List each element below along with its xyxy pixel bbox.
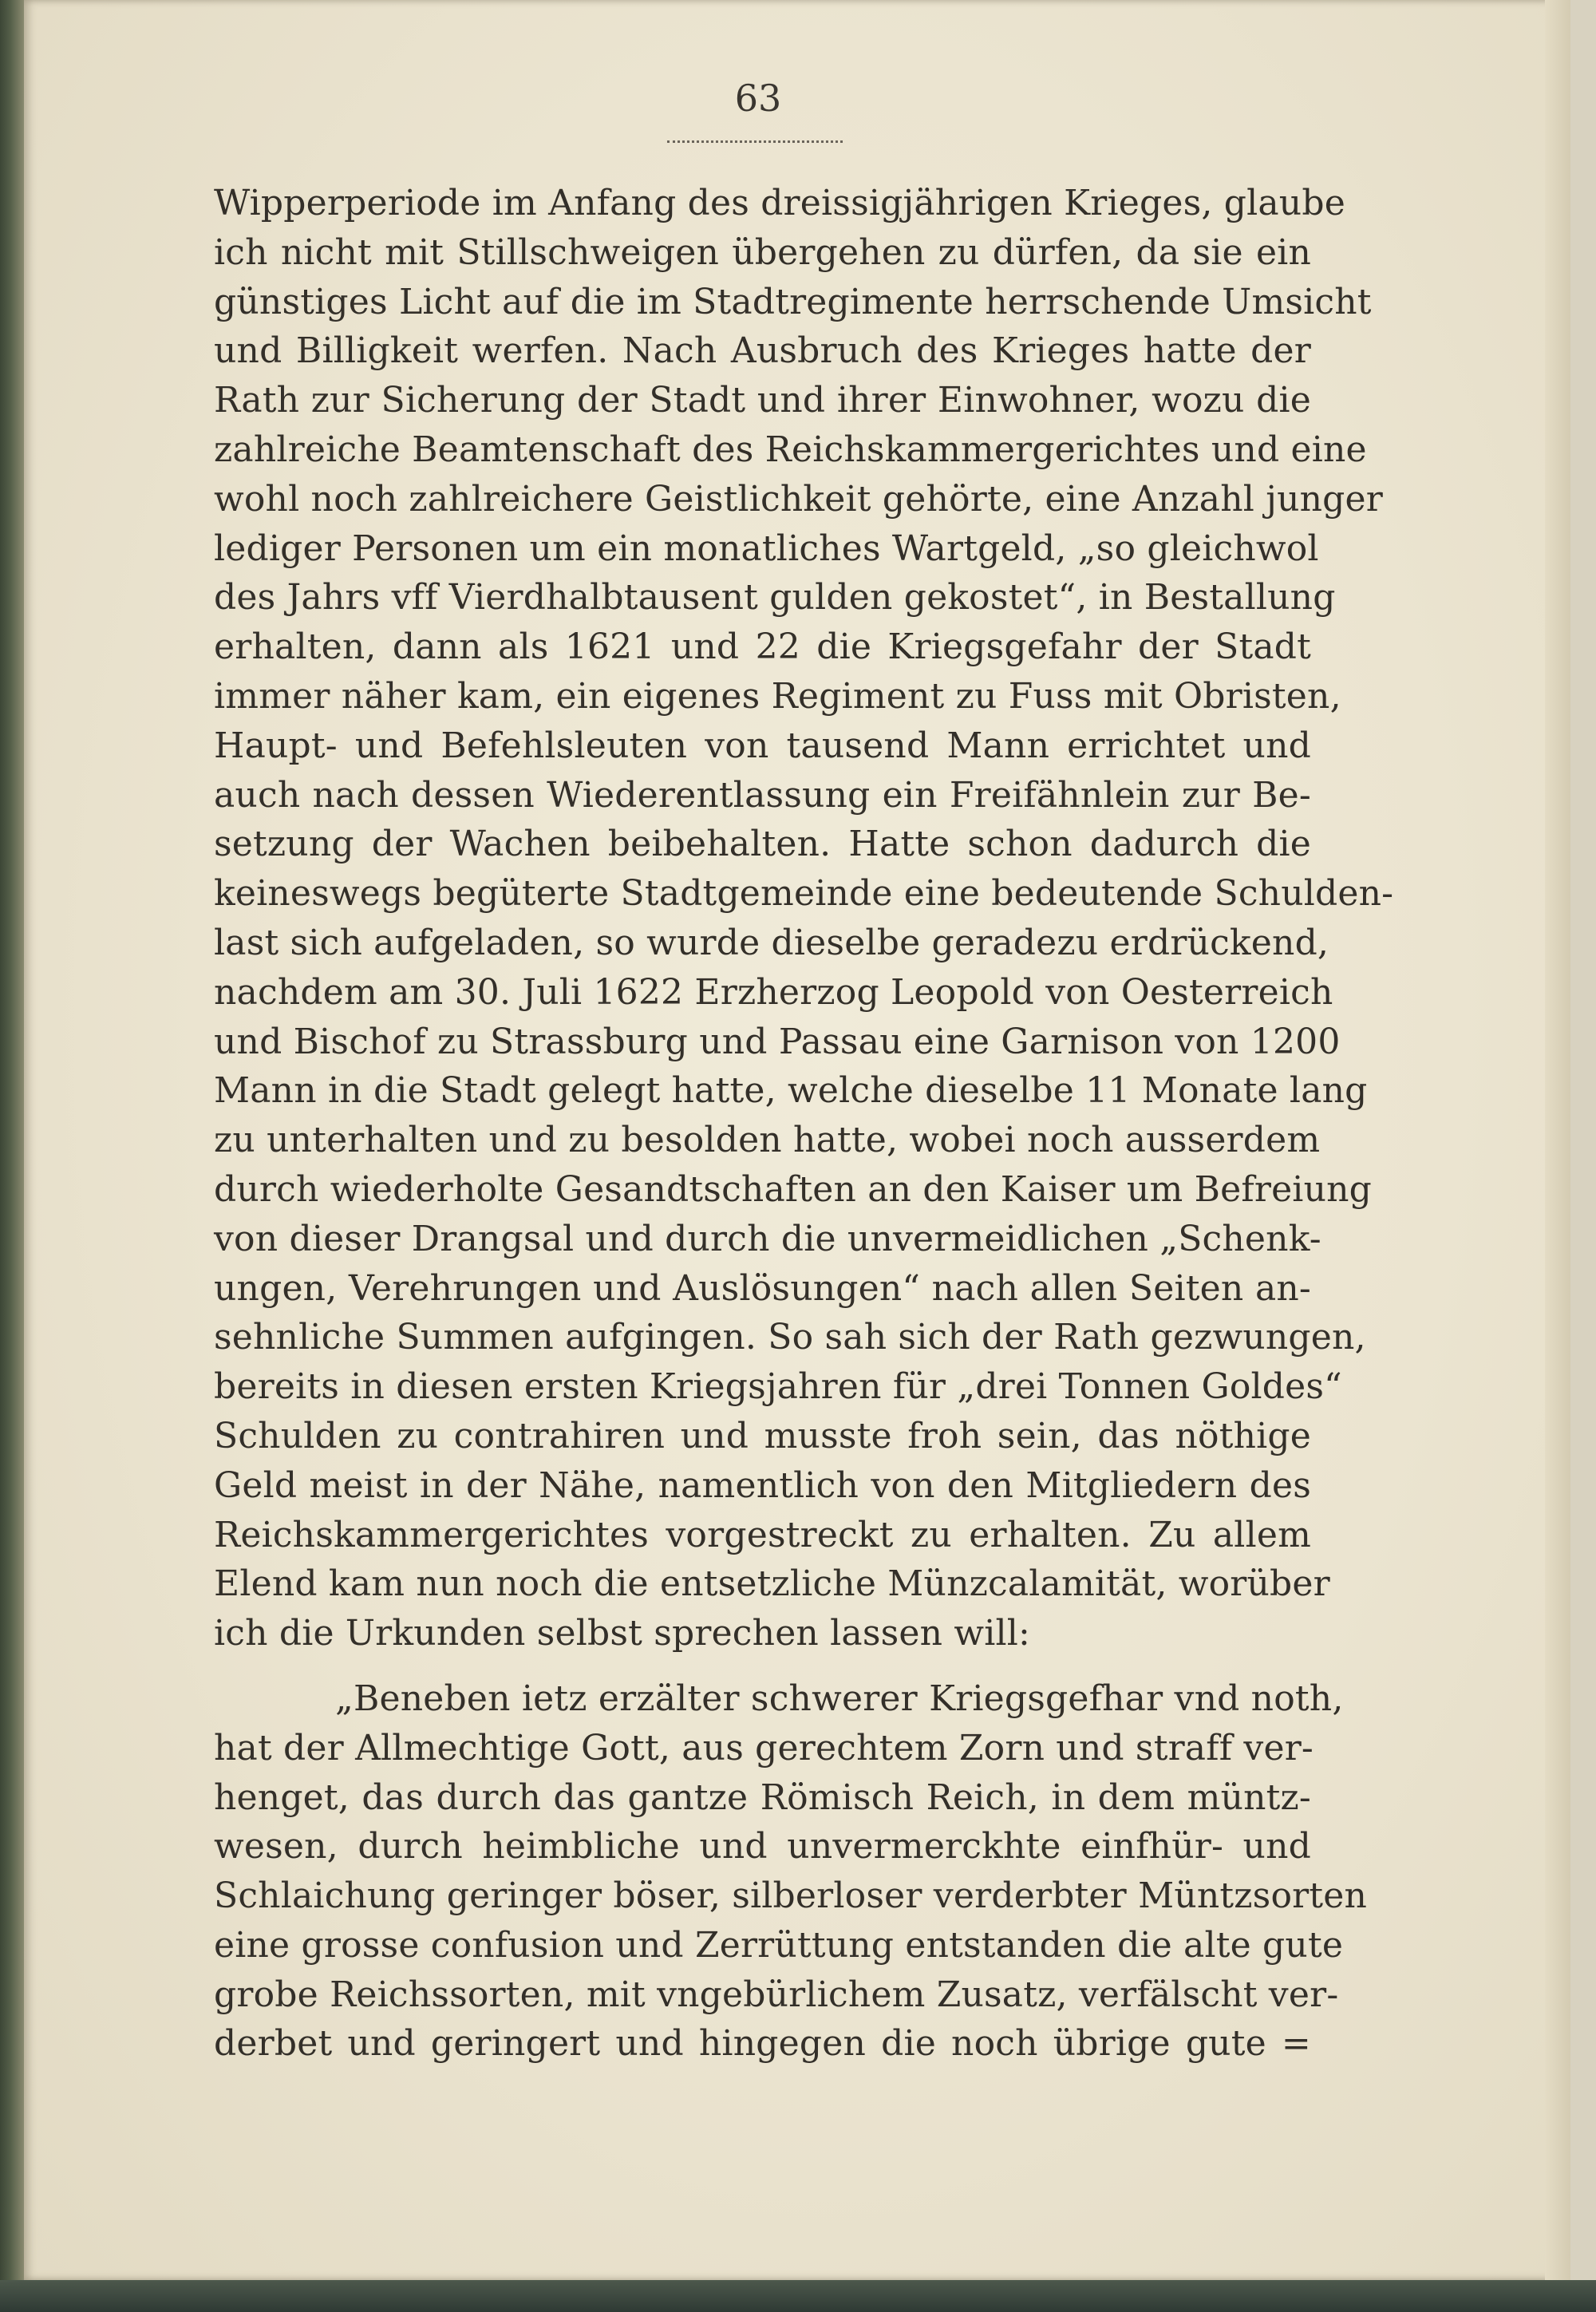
text-line: wesen, durch heimbliche und unvermerckhte einfhür- und [214,1826,1311,1867]
text-line: ich die Urkunden selbst sprechen lassen will: [214,1613,1031,1654]
text-line: ich nicht mit Stillschweigen übergehen zu dürfen, da sie ein [214,231,1311,273]
page-number: 63 [734,77,782,120]
paragraph [214,179,1394,1658]
text-line: Schulden zu contrahiren und musste froh sein, das nöthige [214,1415,1311,1456]
paragraph [214,1674,1368,2069]
text-line: zahlreiche Beamtenschaft des Reichskammergerichtes und eine [214,429,1367,470]
text-line: günstiges Licht auf die im Stadtregimente herrschende Umsicht [214,281,1372,322]
text-line: Haupt- und Befehlsleuten von tausend Mann errichtet und [214,725,1311,766]
text-line: durch wiederholte Gesandtschaften an den Kaiser um Befreiung [214,1168,1373,1210]
paragraph-gap [214,1658,1311,1674]
text-line: von dieser Drangsal und durch die unvermeidlichen „Schenk- [214,1218,1321,1259]
text-line: grobe Reichssorten, mit vngebürlichem Zusatz, verfälscht ver- [214,1974,1339,2015]
text-line: sehnliche Summen aufgingen. So sah sich der Rath gezwungen, [214,1317,1366,1358]
text-line: Schlaichung geringer böser, silberloser verderbter Müntzsorten [214,1875,1368,1917]
page-right-margin [1545,0,1570,2280]
text-line: Reichskammergerichtes vorgestreckt zu erhalten. Zu allem [214,1514,1311,1555]
text-line: immer näher kam, ein eigenes Regiment zu Fuss mit Obristen, [214,675,1341,717]
text-line: hat der Allmechtige Gott, aus gerechtem Zorn und straff ver- [214,1727,1314,1769]
text-line: des Jahrs vff Vierdhalbtausent gulden gekostet“, in Bestallung [214,577,1336,619]
text-line: eine grosse confusion und Zerrüttung entstanden die alte gute [214,1924,1344,1966]
book-binding-bottom [0,2280,1596,2312]
text-line: Elend kam nun noch die entsetzliche Münzcalamität, worüber [214,1563,1330,1605]
text-line: auch nach dessen Wiederentlassung ein Freifähnlein zur Be- [214,774,1311,816]
text-line: nachdem am 30. Juli 1622 Erzherzog Leopold von Oesterreich [214,971,1333,1013]
text-line: Mann in die Stadt gelegt hatte, welche dieselbe 11 Monate lang [214,1070,1368,1112]
text-line: zu unterhalten und zu besolden hatte, wobei noch ausserdem [214,1120,1321,1161]
text-line: „Beneben ietz erzälter schwerer Kriegsgefhar vnd noth, [335,1678,1344,1719]
text-line: ungen, Verehrungen und Auslösungen“ nach allen Seiten an- [214,1267,1311,1309]
text-line: Rath zur Sicherung der Stadt und ihrer Einwohner, wozu die [214,380,1311,421]
text-line: Wipperperiode im Anfang des dreissigjährigen Krieges, glaube [214,183,1345,223]
text-line: Geld meist in der Nähe, namentlich von den Mitgliedern des [214,1464,1311,1506]
text-line: lediger Personen um ein monatliches Wartgeld, „so gleichwol [214,528,1319,569]
text-line: last sich aufgeladen, so wurde dieselbe geradezu erdrückend, [214,922,1329,963]
text-line: und Billigkeit werfen. Nach Ausbruch des Krieges hatte der [214,330,1311,372]
text-line: erhalten, dann als 1621 und 22 die Kriegsgefahr der Stadt [214,626,1311,668]
text-line: keineswegs begüterte Stadtgemeinde eine bedeutende Schulden- [214,873,1394,915]
text-line: bereits in diesen ersten Kriegsjahren für „drei Tonnen Goldes“ [214,1366,1342,1408]
body-text [214,179,1394,2069]
page-number-rule [667,132,843,143]
text-line: henget, das durch das gantze Römisch Reich, in dem müntz- [214,1776,1311,1818]
text-line: wohl noch zahlreichere Geistlichkeit gehörte, eine Anzahl junger [214,478,1383,520]
book-spine [0,0,24,2312]
text-line: setzung der Wachen beibehalten. Hatte schon dadurch die [214,824,1311,865]
text-line: derbet und geringert und hingegen die noch übrige gute = [214,2023,1311,2065]
text-line: und Bischof zu Strassburg und Passau eine Garnison von 1200 [214,1021,1341,1062]
